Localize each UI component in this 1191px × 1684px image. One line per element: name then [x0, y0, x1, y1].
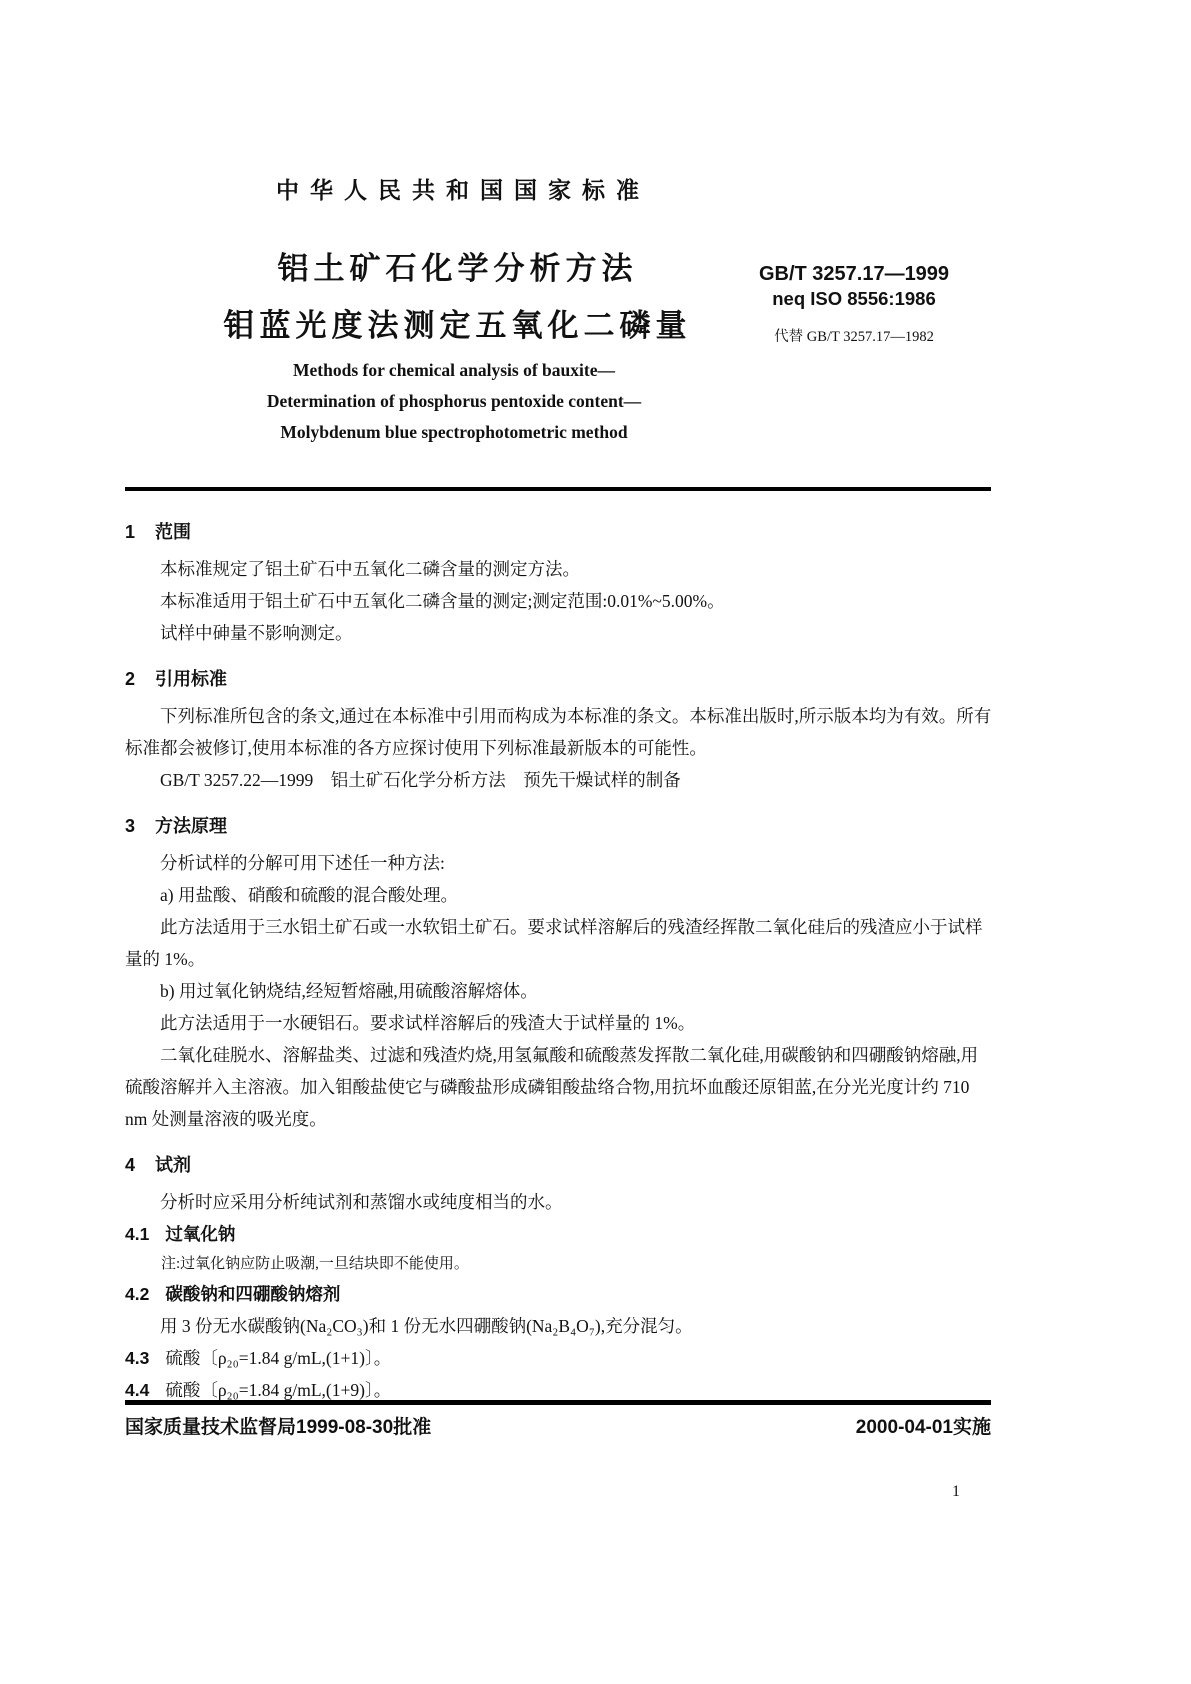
implementation-date: 2000-04-01实施 [855, 1417, 991, 1438]
document-title-line-2: 钼蓝光度法测定五氧化二磷量 [223, 308, 692, 343]
approval-statement: 国家质量技术监督局1999-08-30批准 [125, 1417, 432, 1438]
standard-neq-iso: neq ISO 8556:1986 [772, 288, 936, 309]
header-rule [125, 487, 991, 491]
note: 注:过氧化钠应防止吸潮,一旦结块即不能使用。 [161, 1256, 469, 1272]
footer-rule [125, 1400, 991, 1405]
standard-codes [720, 263, 988, 346]
section-4-number: 4 [125, 1155, 136, 1175]
paragraph: 用 3 份无水碳酸钠(Na₂CO₃)和 1 份无水四硼酸钠(Na₂B₄O₇),充分混匀。 [160, 1316, 693, 1336]
paragraph: 下列标准所包含的条文,通过在本标准中引用而构成为本标准的条文。本标准出版时,所示版本均为有效。所有标准都会被修订,使用本标准的各方应探讨使用下列标准最新版本的可能性。 [125, 706, 992, 758]
section-3-number: 3 [125, 816, 136, 836]
national-standard-header: 中华人民共和国国家标准 [276, 177, 650, 203]
standard-replaces: 代替 GB/T 3257.17—1982 [774, 329, 934, 345]
section-4-title: 试剂 [155, 1155, 192, 1175]
paragraph: 二氧化硅脱水、溶解盐类、过滤和残渣灼烧,用氢氟酸和硫酸蒸发挥散二氧化硅,用碳酸钠和四硼酸钠熔融,用硫酸溶解并入主溶液。加入钼酸盐使它与磷酸盐形成磷钼酸盐络合物,用抗坏血酸还原钼蓝,在分光光度计约 710 nm 处测量溶液的吸光度。 [125, 1045, 979, 1129]
subsection-4-1-heading [125, 1218, 993, 1250]
document-title-line-1: 铝土矿石化学分析方法 [277, 251, 638, 286]
section-2-number: 2 [125, 669, 136, 689]
paragraph: 试样中砷量不影响测定。 [160, 623, 353, 643]
referenced-standard: GB/T 3257.22—1999 铝土矿石化学分析方法 预先干燥试样的制备 [160, 770, 681, 790]
paragraph: 此方法适用于三水铝土矿石或一水软铝土矿石。要求试样溶解后的残渣经挥散二氧化硅后的残渣应小于试样量的 1%。 [125, 917, 983, 969]
footer [125, 1412, 991, 1439]
subsection-4-1-number: 4.1 [125, 1224, 150, 1244]
subsection-4-3-text: 硫酸〔ρ₂₀=1.84 g/mL,(1+1)〕。 [165, 1348, 392, 1368]
english-title-line-1: Methods for chemical analysis of bauxite— [293, 360, 615, 380]
paragraph: 本标准适用于铝土矿石中五氧化二磷含量的测定;测定范围:0.01%~5.00%。 [160, 591, 725, 611]
subsection-4-4-number: 4.4 [125, 1380, 150, 1400]
section-3-title: 方法原理 [155, 816, 228, 836]
section-2-title: 引用标准 [155, 669, 228, 689]
subsection-4-4-text: 硫酸〔ρ₂₀=1.84 g/mL,(1+9)〕。 [165, 1380, 392, 1400]
paragraph: 此方法适用于一水硬铝石。要求试样溶解后的残渣大于试样量的 1%。 [160, 1013, 696, 1033]
document-body [125, 516, 993, 1406]
section-4-heading [125, 1149, 993, 1181]
page-number: 1 [952, 1483, 960, 1500]
subsection-4-3-number: 4.3 [125, 1348, 150, 1368]
document-title [125, 240, 790, 354]
paragraph: 本标准规定了铝土矿石中五氧化二磷含量的测定方法。 [160, 559, 580, 579]
section-2-heading [125, 663, 993, 695]
subsection-4-2-heading [125, 1278, 993, 1310]
paragraph: 分析时应采用分析纯试剂和蒸馏水或纯度相当的水。 [160, 1192, 563, 1212]
section-3-heading [125, 810, 993, 842]
subsection-4-2-number: 4.2 [125, 1284, 150, 1304]
section-1-number: 1 [125, 522, 136, 542]
english-title [128, 355, 780, 448]
standard-number: GB/T 3257.17—1999 [758, 263, 950, 285]
english-title-line-2: Determination of phosphorus pentoxide content— [266, 391, 642, 411]
subsection-4-3 [125, 1342, 993, 1374]
section-1-title: 范围 [155, 522, 192, 542]
paragraph: b) 用过氧化钠烧结,经短暂熔融,用硫酸溶解熔体。 [160, 981, 538, 1001]
subsection-4-1-title: 过氧化钠 [165, 1224, 236, 1244]
section-1-heading [125, 516, 993, 548]
paragraph: a) 用盐酸、硝酸和硫酸的混合酸处理。 [160, 885, 458, 905]
paragraph: 分析试样的分解可用下述任一种方法: [160, 853, 445, 873]
english-title-line-3: Molybdenum blue spectrophotometric method [280, 422, 628, 442]
subsection-4-2-title: 碳酸钠和四硼酸钠熔剂 [165, 1284, 341, 1304]
